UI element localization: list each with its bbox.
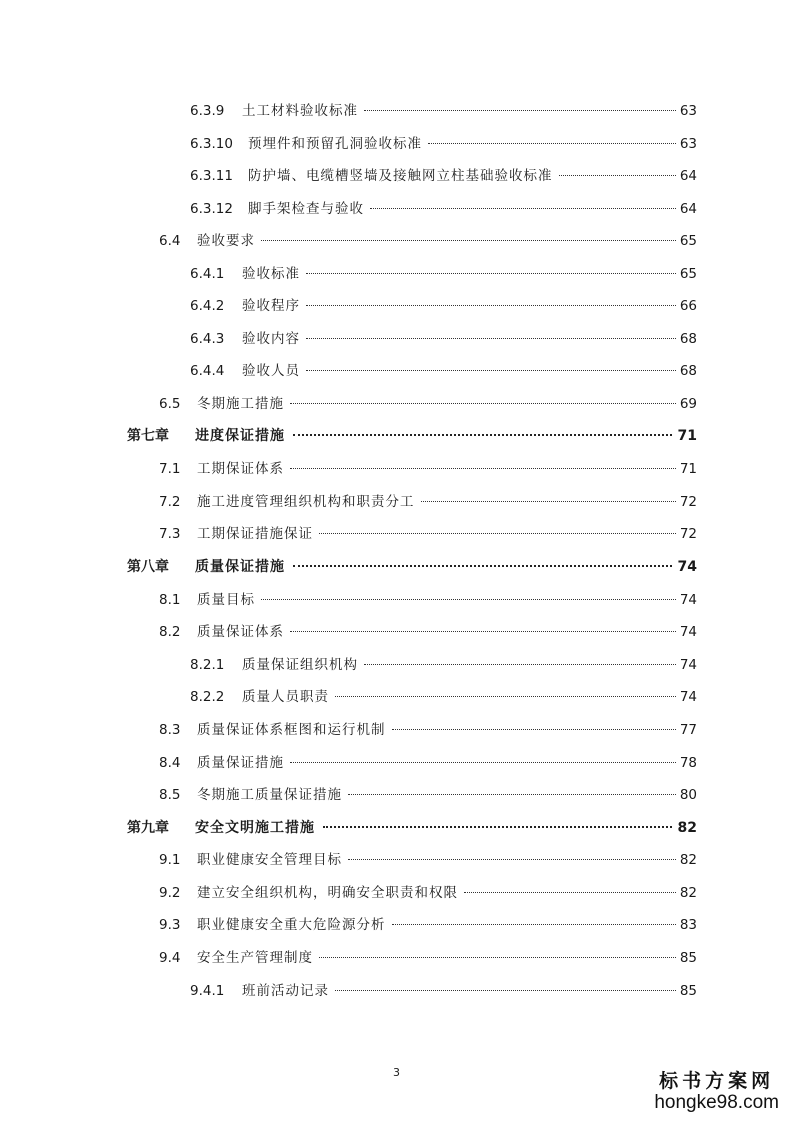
- toc-page: 82: [679, 885, 697, 901]
- toc-title: 验收人员: [242, 363, 300, 379]
- dot-leader: [290, 762, 676, 763]
- toc-title: 施工进度管理组织机构和职责分工: [197, 494, 415, 510]
- toc-title: 冬期施工质量保证措施: [197, 787, 342, 803]
- toc-number: 6.3.12: [190, 201, 233, 217]
- toc-page: 72: [679, 526, 697, 542]
- toc-page: 71: [679, 461, 697, 477]
- toc-title: 土工材料验收标准: [242, 103, 358, 119]
- toc-entry-8-4[interactable]: [159, 751, 697, 775]
- toc-page: 63: [679, 103, 697, 119]
- toc-title: 质量保证措施: [197, 755, 284, 771]
- toc-number: 6.3.10: [190, 136, 233, 152]
- toc-number: 9.2: [159, 885, 181, 901]
- toc-page: 77: [679, 722, 697, 738]
- dot-leader: [306, 370, 676, 371]
- toc-number: 第八章: [127, 559, 169, 575]
- toc-page: 74: [679, 592, 697, 608]
- toc-title: 验收标准: [242, 266, 300, 282]
- dot-leader: [348, 859, 676, 860]
- dot-leader: [319, 533, 676, 534]
- toc-page: 74: [677, 559, 697, 575]
- toc-entry-6-3-12[interactable]: [190, 197, 697, 221]
- dot-leader: [370, 208, 676, 209]
- watermark-en: hongke98.com: [654, 1092, 779, 1113]
- toc-page: 63: [679, 136, 697, 152]
- toc-number: 8.3: [159, 722, 181, 738]
- toc-entry-6-3-10[interactable]: [190, 132, 697, 156]
- toc-title: 质量保证体系: [197, 624, 284, 640]
- toc-title: 工期保证体系: [197, 461, 284, 477]
- toc-chapter-9[interactable]: [127, 816, 697, 840]
- toc-entry-8-5[interactable]: [159, 783, 697, 807]
- toc-number: 9.3: [159, 917, 181, 933]
- toc-page: 83: [679, 917, 697, 933]
- toc-number: 9.4.1: [190, 983, 225, 999]
- toc-title: 验收程序: [242, 298, 300, 314]
- toc-title: 职业健康安全管理目标: [197, 852, 342, 868]
- dot-leader: [306, 305, 676, 306]
- toc-entry-6-3-9[interactable]: [190, 99, 697, 123]
- toc-page: 85: [679, 950, 697, 966]
- toc-page: 65: [679, 233, 697, 249]
- toc-entry-8-2-2[interactable]: [190, 685, 697, 709]
- toc-page: 78: [679, 755, 697, 771]
- watermark-cn: 标书方案网: [659, 1070, 775, 1092]
- toc-title: 验收要求: [197, 233, 255, 249]
- dot-leader: [306, 273, 676, 274]
- toc-number: 8.1: [159, 592, 181, 608]
- toc-page: 74: [679, 689, 697, 705]
- dot-leader: [293, 565, 672, 567]
- toc-entry-9-3[interactable]: [159, 913, 697, 937]
- toc-page: 68: [679, 331, 697, 347]
- toc-page: 69: [679, 396, 697, 412]
- dot-leader: [348, 794, 676, 795]
- toc-page: 71: [677, 428, 697, 444]
- toc-number: 6.3.11: [190, 168, 233, 184]
- toc-title: 防护墙、电缆槽竖墙及接触网立柱基础验收标准: [248, 168, 553, 184]
- toc-entry-8-3[interactable]: [159, 718, 697, 742]
- toc-number: 7.2: [159, 494, 181, 510]
- toc-page: 66: [679, 298, 697, 314]
- toc-title: 进度保证措施: [195, 428, 285, 444]
- toc-entry-9-1[interactable]: [159, 848, 697, 872]
- toc-page: 64: [679, 168, 697, 184]
- toc-title: 建立安全组织机构，明确安全职责和权限: [197, 885, 458, 901]
- toc-number: 6.3.9: [190, 103, 225, 119]
- watermark-logo: [654, 1066, 779, 1113]
- toc-page: 82: [677, 820, 697, 836]
- dot-leader: [319, 957, 676, 958]
- page-number: 3: [393, 1066, 400, 1079]
- toc-entry-9-4-1[interactable]: [190, 979, 697, 1003]
- dot-leader: [464, 892, 676, 893]
- toc-number: 6.4: [159, 233, 181, 249]
- dot-leader: [335, 990, 676, 991]
- dot-leader: [364, 664, 676, 665]
- toc-title: 冬期施工措施: [197, 396, 284, 412]
- dot-leader: [323, 826, 672, 828]
- dot-leader: [392, 924, 676, 925]
- toc-number: 第七章: [127, 428, 169, 444]
- dot-leader: [261, 240, 676, 241]
- toc-title: 验收内容: [242, 331, 300, 347]
- toc-number: 9.4: [159, 950, 181, 966]
- toc-number: 6.4.2: [190, 298, 225, 314]
- toc-title: 班前活动记录: [242, 983, 329, 999]
- toc-title: 职业健康安全重大危险源分析: [197, 917, 386, 933]
- dot-leader: [261, 599, 676, 600]
- dot-leader: [290, 468, 676, 469]
- toc-number: 9.1: [159, 852, 181, 868]
- toc-entry-6-4-4[interactable]: [190, 359, 697, 383]
- toc-entry-6-4-1[interactable]: [190, 262, 697, 286]
- toc-number: 8.4: [159, 755, 181, 771]
- toc-page: 72: [679, 494, 697, 510]
- toc-chapter-8[interactable]: [127, 555, 697, 579]
- toc-entry-9-2[interactable]: [159, 881, 697, 905]
- toc-entry-8-1[interactable]: [159, 588, 697, 612]
- toc-title: 安全生产管理制度: [197, 950, 313, 966]
- toc-page: 74: [679, 657, 697, 673]
- toc-page: 64: [679, 201, 697, 217]
- toc-number: 6.4.3: [190, 331, 225, 347]
- toc-entry-6-4-2[interactable]: [190, 294, 697, 318]
- toc-number: 6.4.1: [190, 266, 225, 282]
- toc-entry-7-1[interactable]: [159, 457, 697, 481]
- toc-page: 80: [679, 787, 697, 803]
- toc-number: 8.2.1: [190, 657, 225, 673]
- toc-entry-6-4[interactable]: [159, 229, 697, 253]
- dot-leader: [559, 175, 676, 176]
- toc-number: 6.5: [159, 396, 181, 412]
- toc-entry-7-2[interactable]: [159, 490, 697, 514]
- toc-page: 68: [679, 363, 697, 379]
- dot-leader: [290, 631, 676, 632]
- toc-number: 8.5: [159, 787, 181, 803]
- dot-leader: [306, 338, 676, 339]
- toc-title: 预埋件和预留孔洞验收标准: [248, 136, 422, 152]
- toc-number: 8.2.2: [190, 689, 225, 705]
- toc-number: 7.1: [159, 461, 181, 477]
- toc-entry-6-5[interactable]: [159, 392, 697, 416]
- dot-leader: [392, 729, 676, 730]
- dot-leader: [290, 403, 676, 404]
- toc-number: 6.4.4: [190, 363, 225, 379]
- dot-leader: [335, 696, 676, 697]
- toc-number: 7.3: [159, 526, 181, 542]
- dot-leader: [428, 143, 676, 144]
- toc-title: 脚手架检查与验收: [248, 201, 364, 217]
- toc-title: 质量保证措施: [195, 559, 285, 575]
- toc-title: 质量保证体系框图和运行机制: [197, 722, 386, 738]
- dot-leader: [421, 501, 676, 502]
- toc-page: 74: [679, 624, 697, 640]
- dot-leader: [364, 110, 676, 111]
- toc-entry-9-4[interactable]: [159, 946, 697, 970]
- toc-title: 质量目标: [197, 592, 255, 608]
- toc-chapter-7[interactable]: [127, 424, 697, 448]
- toc-page: 65: [679, 266, 697, 282]
- toc-number: 8.2: [159, 624, 181, 640]
- dot-leader: [293, 434, 672, 436]
- toc-entry-7-3[interactable]: [159, 522, 697, 546]
- toc-page: 82: [679, 852, 697, 868]
- toc-number: 第九章: [127, 820, 169, 836]
- toc-entry-6-4-3[interactable]: [190, 327, 697, 351]
- toc-page: 85: [679, 983, 697, 999]
- toc-title: 安全文明施工措施: [195, 820, 315, 836]
- toc-title: 质量保证组织机构: [242, 657, 358, 673]
- toc-entry-8-2[interactable]: [159, 620, 697, 644]
- toc-entry-8-2-1[interactable]: [190, 653, 697, 677]
- toc-title: 工期保证措施保证: [197, 526, 313, 542]
- toc-entry-6-3-11[interactable]: [190, 164, 697, 188]
- toc-title: 质量人员职责: [242, 689, 329, 705]
